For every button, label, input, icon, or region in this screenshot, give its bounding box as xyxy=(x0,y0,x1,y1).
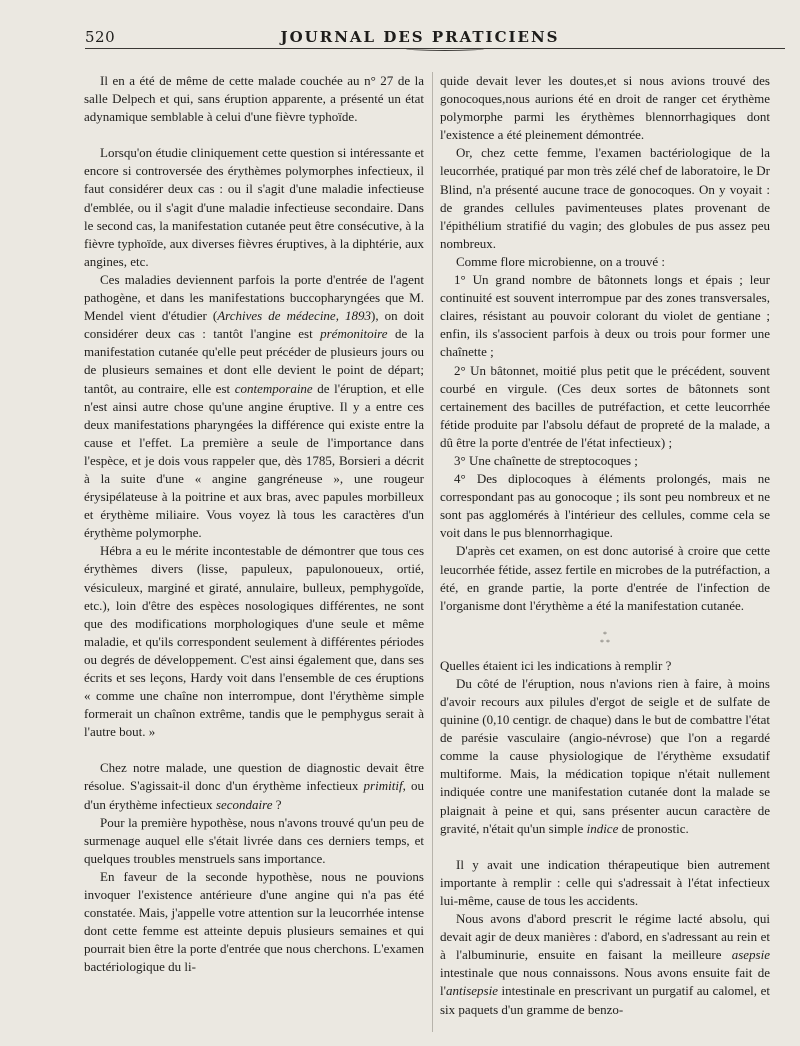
paragraph: Comme flore microbienne, on a trouvé : xyxy=(456,253,666,269)
list-item: 2° Un bâtonnet, moitié plus petit que le précédent, souvent courbé en virgule. (Ces deux sortes de bâtonnets sont certainement des bacilles de putréfaction, et cette leucorrhée fétide produite par l'absolu défaut de propreté de la malade, a dû être la porte d'entrée de l'état infectieux) ; xyxy=(440,362,770,450)
list-item: 3° Une chaînette de streptocoques ; xyxy=(454,452,638,468)
left-column xyxy=(84,72,424,977)
list-item: 4° Des diplocoques à éléments prolongés, mais ne correspondant pas au gonocoque ; ils sont peu nombreux et ne sont pas agglomérés à l'intérieur des cellules, comme cela se voit dans le pus blennorrhagique. xyxy=(440,471,770,541)
column-divider xyxy=(432,72,433,1032)
text-run: ? xyxy=(272,796,282,812)
italic-text: antisepsie xyxy=(445,983,498,999)
text-run: , ou d'un érythème infectieux xyxy=(84,778,425,812)
text-run: intestinale que nous connaissons. Nous avons ensuite fait de l' xyxy=(440,965,770,999)
paragraph: Lorsqu'on étudie cliniquement cette question si intéressante et encore si controversée des érythèmes polymorphes infectieux, il faut considérer deux cas : ou il s'agit d'une maladie infectieuse d'emblée, ou il s'agit d'une maladie infectieuse secondaire. Dans le second cas, la manifestation cutanée peut être consécutive, à la fièvre typhoïde, aux diverses fièvres éruptives, à la diphtérie, aux angines, etc. xyxy=(84,145,424,269)
italic-text: contemporaine xyxy=(234,380,313,396)
italic-text: asepsie xyxy=(731,947,770,963)
text-run: ), on doit considérer deux cas : tantôt l'angine est xyxy=(84,308,424,342)
text-run: de pronostic. xyxy=(618,820,689,836)
italic-text: secondaire xyxy=(215,796,273,812)
text-run: Nous avons d'abord prescrit le régime lacté absolu, qui devait agir de deux manières : d'abord, en s'adressant au rein et à l'albuminurie, ensuite en faisant la meilleure xyxy=(440,911,770,963)
italic-text: prémonitoire xyxy=(320,326,388,342)
asterism-separator: * * * xyxy=(600,629,610,647)
paragraph: Hébra a eu le mérite incontestable de démontrer que tous ces érythèmes divers (lisse, papuleux, papulonoueux, ortié, vésiculeux, marginé et giraté, annulaire, bulleux, pemphygoïde, etc.), loin d'être des espèces nosologiques différentes, ne sont que des modifications morphologiques d'une seule et même maladie, et qu'ils correspondent seulement à différentes périodes ou degrés de développement. C'est ainsi également que, dans ses écrits et ses leçons, Hardy voit dans l'ensemble de ces éruptions « comme une chaîne non interrompue, dont l'érythème simple formerait un chaînon extrême, tandis que le pemphygus serait à l'autre bout. » xyxy=(84,543,424,740)
right-column xyxy=(440,72,770,1019)
italic-text: primitif xyxy=(363,778,403,794)
italic-text: Archives de médecine, 1893 xyxy=(217,308,372,324)
section-question: Quelles étaient ici les indications à remplir ? xyxy=(440,657,672,673)
text-run: de l'éruption, et elle n'est ainsi autre chose qu'une angine éruptive. Il y a entre ces deux manifestations pharyngées la différence qui existe entre la cause et l'effet. La première a seule de l'importance dans l'espèce, et je dois vous rappeler que, dès 1785, Borsieri a décrit à la suite d'une « angine gangréneuse », une rougeur érysipélateuse à la poitrine et aux bras, avec papules morbilleux et érythème miliaire. Vous voyez là tous les caractères d'un érythème polymorphe. xyxy=(84,380,424,541)
text-run: intestinale en prescrivant un purgatif au calomel, et six paquets d'un gramme de benzo- xyxy=(440,983,770,1017)
text-run: de la manifestation cutanée qu'elle peut précéder de plusieurs jours ou de plusieurs semaines et dont elle devient le point de départ; tantôt, au contraire, elle est xyxy=(84,326,424,396)
paragraph xyxy=(440,675,770,838)
paragraph: Il en a été de même de cette malade couchée au n° 27 de la salle Delpech et qui, sans éruption apparente, a présenté un état adynamique semblable à celui d'une fièvre typhoïde. xyxy=(84,73,424,125)
text-run: Ces maladies deviennent parfois la porte d'entrée de l'agent pathogène, et dans les manifestations buccopharyngées que M. Mendel vient d'étudier ( xyxy=(84,271,424,324)
paragraph: D'après cet examen, on est donc autorisé à croire que cette leucorrhée fétide, assez fertile en microbes de la putréfaction, a été, en grande partie, la porte d'entrée de l'infection de l'organisme dont l'érythème a été la manifestation cutanée. xyxy=(440,543,770,613)
paragraph xyxy=(84,759,424,813)
paragraph xyxy=(84,271,424,542)
page-header xyxy=(0,26,800,56)
page-number: 520 xyxy=(85,28,116,46)
paragraph xyxy=(440,910,770,1019)
paragraph: Pour la première hypothèse, nous n'avons trouvé qu'un peu de surmenage auquel elle s'était livrée dans ces derniers temps, et quelques troubles menstruels sans importance. xyxy=(84,814,424,866)
list-item: 1° Un grand nombre de bâtonnets longs et épais ; leur continuité est souvent interrompue par des zones transversales, claires, résistant au pouvoir colorant du violet de gentiane ; enfin, ils s'associent parfois à deux ou trois pour former une chaînette ; xyxy=(440,272,770,360)
paragraph: quide devait lever les doutes,et si nous avions trouvé des gonocoques,nous aurions été en droit de ranger cet érythème polymorphe parmi les érythèmes blennorrhagiques dont l'existence a été pleinement démontrée. xyxy=(440,73,770,143)
running-title: JOURNAL DES PRATICIENS xyxy=(280,28,560,46)
paragraph: Il y avait une indication thérapeutique bien autrement importante à remplir : celle qui s'adressait à l'état infectieux lui-même, cause de tous les accidents. xyxy=(440,856,770,908)
italic-text: indice xyxy=(586,820,619,836)
paragraph: En faveur de la seconde hypothèse, nous ne pouvions invoquer l'existence antérieure d'une angine qui n'a pas été constatée. Mais, j'appelle votre attention sur la leucorrhée intense dont cette femme est atteinte depuis plusieurs semaines et qui pourrait bien être la porte d'entrée que nous cherchons. L'examen bactériologique du li- xyxy=(84,868,424,975)
text-run: Du côté de l'éruption, nous n'avions rien à faire, à moins d'avoir recours aux pilules d'ergot de seigle et de sulfate de quinine (0,10 centigr. de chaque) dans le but de combattre l'état de parésie vasculaire (angio-névrose) que l'on a regardé comme la cause physiologique de l'érythème exsudatif multiforme. Mais, la médication topique n'était nullement indiquée contre une manifestation cutanée dont la malade se plaignait à peine et qui, sans présenter aucun caractère de gravité, n'était qu'un simple xyxy=(440,675,770,836)
text-run: Chez notre malade, une question de diagnostic devait être résolue. S'agissait-il donc d'un érythème infectieux xyxy=(84,760,424,794)
header-rule xyxy=(85,48,785,49)
paragraph: Or, chez cette femme, l'examen bactériologique de la leucorrhée, pratiqué par mon très zélé chef de laboratoire, le Dr Blind, n'a présenté aucune trace de gonocoques. On y voyait : de grandes cellules pavimenteuses plates provenant de l'épithélium stratifié du vagin; des globules de pus assez peu nombreux. xyxy=(440,145,770,251)
